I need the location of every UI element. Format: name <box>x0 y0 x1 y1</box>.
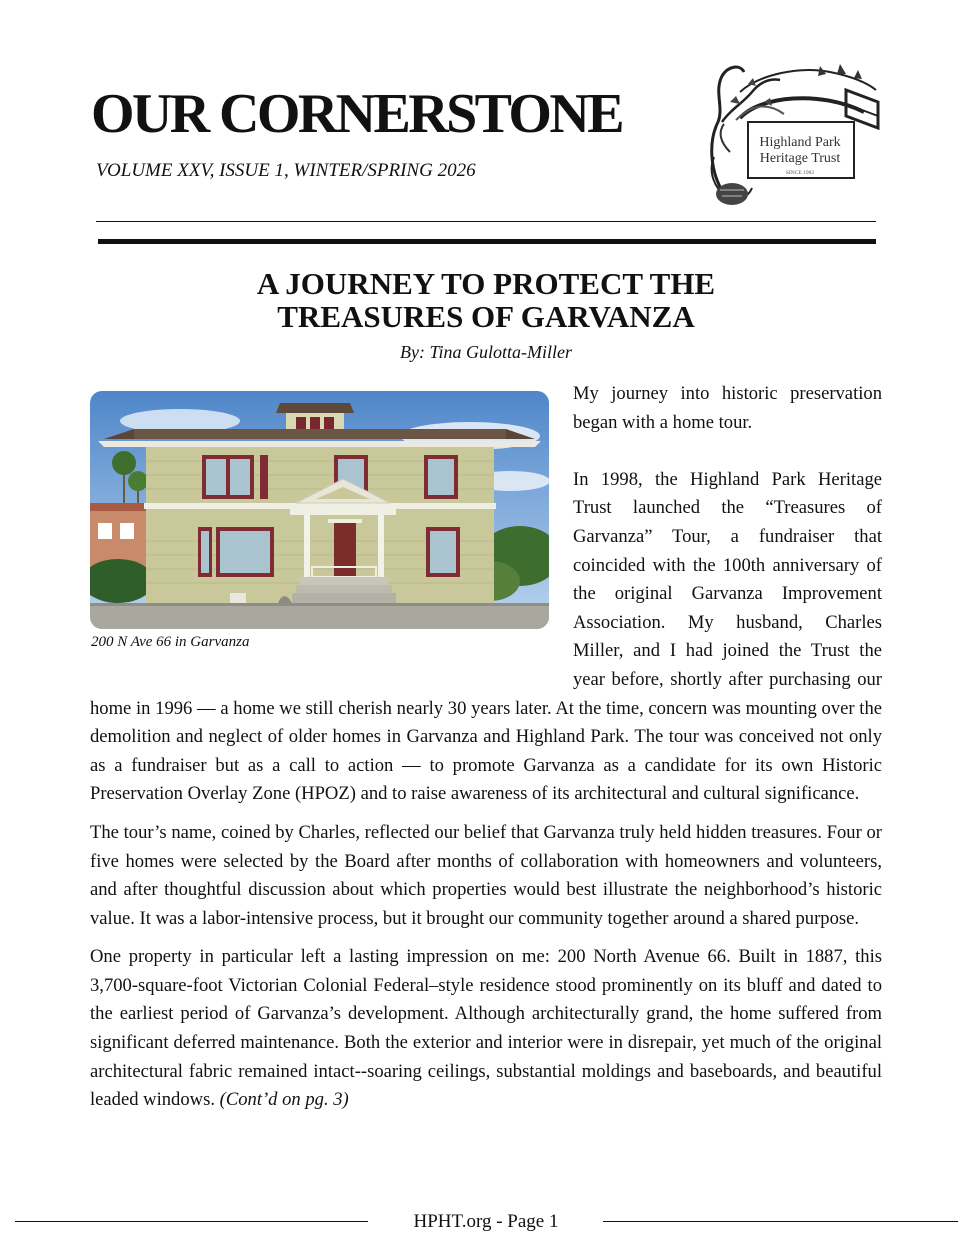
continued-link: (Cont’d on pg. 3) <box>219 1089 349 1111</box>
newsletter-title: OUR CORNERSTONE <box>91 83 622 145</box>
footer-rule-left <box>15 1221 368 1222</box>
article-byline: By: Tina Gulotta-Miller <box>400 342 572 362</box>
logo-line-3: SINCE 1982 <box>785 170 815 176</box>
header-rule-thick <box>98 239 876 244</box>
paragraph-1: My journey into historic preservation began with a home tour. <box>573 383 882 433</box>
heritage-trust-logo <box>700 62 882 208</box>
headline-line-2: TREASURES OF GARVANZA <box>277 299 695 334</box>
paragraph-4 <box>90 943 882 1115</box>
issue-info: VOLUME XXV, ISSUE 1, WINTER/SPRING 2026 <box>96 160 476 181</box>
header-rule-thin <box>96 221 876 222</box>
article-body <box>90 380 882 1115</box>
logo-line-2: Heritage Trust <box>759 151 841 166</box>
photo-caption: 200 N Ave 66 in Garvanza <box>91 634 250 650</box>
headline-line-1: A JOURNEY TO PROTECT THE <box>256 266 716 301</box>
paragraph-4-text: One property in particular left a lasting impression on me: 200 North Avenue 66. Built in 1887, this 3,700-square-foot Victorian Colonial Federal–style residence stood prominently on its bluff and dated to the earliest period of Garvanza’s development. Although architecturally grand, the home suffered from significant deferred maintenance. Both the exterior and interior were in disrepair, yet much of the original architectural fabric remained intact--soaring ceilings, substantial moldings and baseboards, and beautiful leaded windows. <box>90 946 882 1111</box>
footer-rule-right <box>603 1221 958 1222</box>
article-headline <box>96 267 876 333</box>
paragraph-2: In 1998, the Highland Park Heritage Trust launched the “Treasures of Garvanza” Tour, a fundraiser that coincided with the 100th anniversary of the original Garvanza Improvement Association. My husband, Charles Miller, and I had joined the Trust the year before, shortly after purchasing our home in 1996 — a home we still cherish nearly 30 years later. At the time, concern was mounting over the demolition and neglect of older homes in Garvanza and Highland Park. The tour was conceived not only as a fundraiser but as a call to action — to promote Garvanza as a candidate for its own Historic Preservation Overlay Zone (HPOZ) and to raise awareness of its architectural and cultural significance. <box>90 468 882 805</box>
paragraph-3: The tour’s name, coined by Charles, reflected our belief that Garvanza truly held hidden treasures. Four or five homes were selected by the Board after months of collaboration with homeowners and volunteers, and after thoughtful discussion about which properties would best illustrate the neighborhood’s historic value. It was a labor-intensive process, but it brought our community together around a shared purpose. <box>90 821 882 929</box>
logo-line-1: Highland Park <box>759 135 841 150</box>
footer-page-label: HPHT.org - Page 1 <box>413 1211 559 1232</box>
photo-space <box>90 380 573 666</box>
page-footer <box>0 1210 972 1240</box>
